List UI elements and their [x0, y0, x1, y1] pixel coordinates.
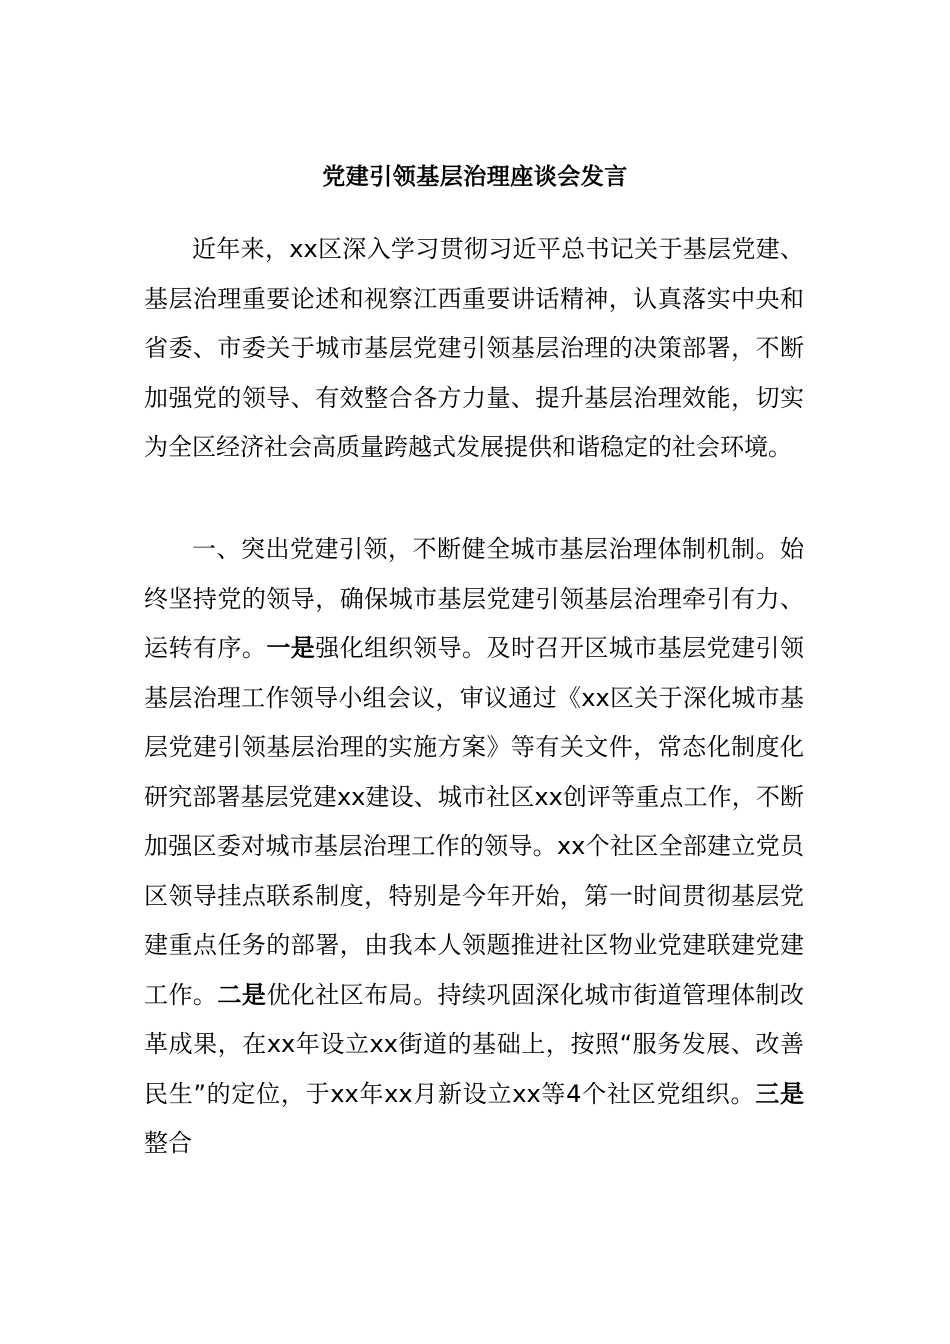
paragraph-intro	[144, 225, 804, 473]
section-one-heading-text: 一、突出党建引领，不断健全城市基层治理体制机制。始终坚持党的领导，确保城市基层党建引领基层治理牵引有力、运转有序。	[144, 535, 804, 662]
section-one-text-b: 强化组织领导。及时召开区城市基层党建引领基层治理工作领导小组会议，审议通过《xx区关于深化城市基层党建引领基层治理的实施方案》等有关文件，常态化制度化研究部署基层党建xx建设、城市社区xx创评等重点工作，不断加强区委对城市基层治理工作的领导。xx个社区全部建立党员区领导挂点联系制度，特别是今年开始，第一时间贯彻基层党建重点任务的部署，由我本人领题推进社区物业党建联建党建工作。	[144, 634, 805, 1009]
document-title: 党建引领基层治理座谈会发言	[322, 164, 628, 190]
section-one-text-c: 优化社区布局。持续巩固深化城市街道管理体制改革成果，在xx年设立xx街道的基础上，按照“服务发展、改善民生”的定位，于xx年xx月新设立xx等4个社区党组织。	[144, 980, 805, 1108]
section-one-text-d: 整合	[144, 1129, 192, 1157]
bold-marker-second: 二是	[217, 980, 267, 1009]
bold-marker-first: 一是	[266, 634, 316, 662]
paragraph-section-one	[144, 525, 804, 1169]
paragraph-intro-text: 近年来，xx区深入学习贯彻习近平总书记关于基层党建、基层治理重要论述和视察江西重要讲话精神，认真落实中央和省委、市委关于城市基层党建引领基层治理的决策部署，不断加强党的领导、有效整合各方力量、提升基层治理效能，切实为全区经济社会高质量跨越式发展提供和谐稳定的社会环境。	[144, 235, 804, 461]
paragraph-section-one-text	[144, 525, 804, 1169]
bold-marker-third: 三是	[755, 1079, 804, 1108]
